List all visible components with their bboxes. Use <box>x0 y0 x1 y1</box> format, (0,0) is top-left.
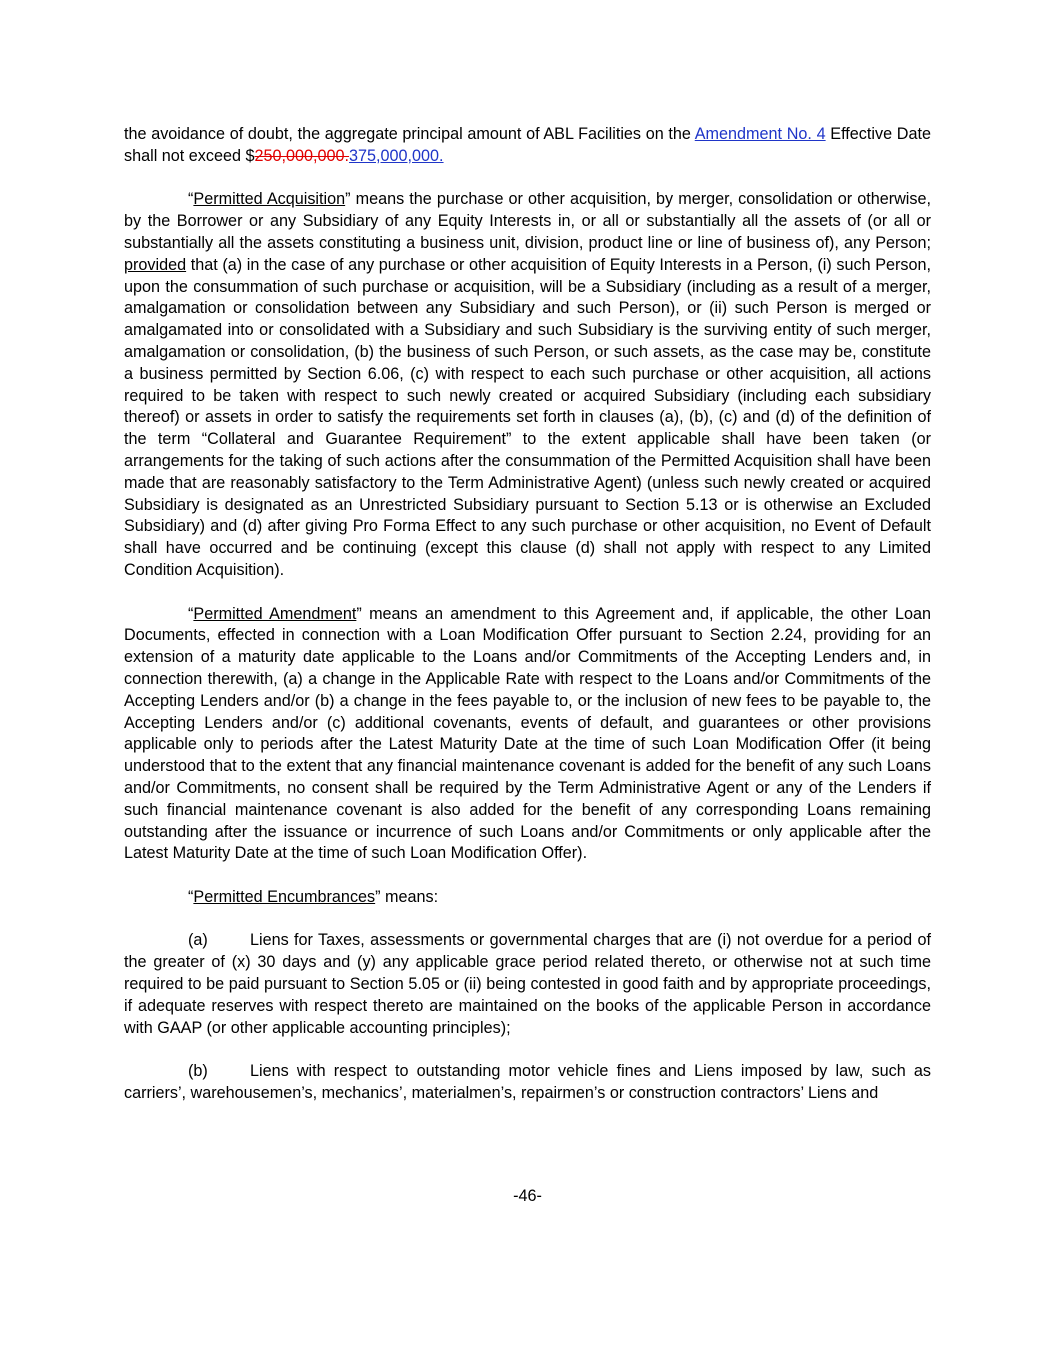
definition-permitted-amendment <box>124 604 931 866</box>
item-label: (b) <box>188 1062 208 1081</box>
defined-term: Permitted Acquisition <box>193 190 346 209</box>
defined-term: Permitted Amendment <box>193 604 357 623</box>
page-number: -46- <box>513 1187 542 1205</box>
text-run: ” means: <box>375 887 439 906</box>
list-item-b <box>124 1061 931 1105</box>
item-text: Liens for Taxes, assessments or governmental charges that are (i) not overdue for a period of the greater of (x) 30 days and (y) any applicable grace period related thereto, or otherwise not at such time required to be paid pursuant to Section 5.05 or (ii) being contested in good faith and by appropriate proceedings, if adequate reserves with respect thereto are maintained on the books of the applicable Person in accordance with GAAP (or other applicable accounting principles); <box>124 931 931 1037</box>
definition-permitted-encumbrances <box>124 887 931 909</box>
inserted-amount: 375,000,000. <box>349 146 444 165</box>
text-run: that (a) in the case of any purchase or other acquisition of Equity Interests in a Person, (i) such Person, upon the consummation of such purchase or acquisition, will be a Subsidiary (including as a result of a merger, amalgamation or consolidation between any Subsidiary and such Person), or (ii) such Person is merged or amalgamated into or consolidated with a Subsidiary and such Subsidiary is the surviving entity of such merger, amalgamation or consolidation, (b) the business of such Person, or such assets, as the case may be, constitute a business permitted by Section 6.06, (c) with respect to each such purchase or other acquisition, all actions required to be taken with respect to such newly created or acquired Subsidiary (including each subsidiary thereof) or assets in order to satisfy the requirements set forth in clauses (a), (b), (c) and (d) of the definition of the term “Collateral and Guarantee Requirement” to the extent applicable shall have been taken (or arrangements for the taking of such actions after the consummation of the Permitted Acquisition shall have been made that are reasonably satisfactory to the Term Administrative Agent) (unless such newly created or acquired Subsidiary is designated as an Unrestricted Subsidiary pursuant to Section 5.13 or is otherwise an Excluded Subsidiary) and (d) after giving Pro Forma Effect to any such purchase or other acquisition, no Event of Default shall have occurred and be continuing (except this clause (d) shall not apply with respect to any Limited Condition Acquisition). <box>124 255 931 579</box>
item-label: (a) <box>188 931 208 950</box>
provided-term: provided <box>124 255 187 274</box>
quote-mark: “ <box>188 887 194 906</box>
text-run: the avoidance of doubt, the aggregate principal amount of ABL Facilities on the <box>124 125 695 143</box>
quote-mark: “ <box>188 604 194 623</box>
item-text: Liens with respect to outstanding motor vehicle fines and Liens imposed by law, such as carriers’, warehousemen’s, mechanics’, materialmen’s, repairmen’s or construction contractors’ Liens and <box>124 1062 931 1103</box>
definition-permitted-acquisition <box>124 189 931 581</box>
document-page <box>124 124 931 1127</box>
list-item-a <box>124 930 931 1039</box>
inserted-reference[interactable]: Amendment No. 4 <box>694 125 826 143</box>
deleted-amount: 250,000,000. <box>254 146 350 165</box>
text-run: Effective Date shall not exceed $ <box>124 125 931 165</box>
text-run: ” means an amendment to this Agreement and, if applicable, the other Loan Documents, effected in connection with a Loan Modification Offer pursuant to Section 2.24, providing for an extension of a maturity date applicable to the Loans and/or Commitments of the Accepting Lenders and, in connection therewith, (a) a change in the Applicable Rate with respect to the Loans and/or Commitments of the Accepting Lenders and/or (b) a change in the fees payable to, or the inclusion of new fees to be payable to, the Accepting Lenders and/or (c) additional covenants, events of default, and guarantees or other provisions applicable only to periods after the Latest Maturity Date at the time of such Loan Modification Offer (it being understood that to the extent that any financial maintenance covenant is added for the benefit of any such Loans and/or Commitments, no consent shall be required by the Term Administrative Agent or any of the Lenders if such financial maintenance covenant is also added for the benefit of any corresponding Loans remaining outstanding after the issuance or incurrence of such Loans and/or Commitments or only applicable after the Latest Maturity Date at the time of such Loan Modification Offer). <box>124 604 931 863</box>
quote-mark: “ <box>188 190 194 209</box>
defined-term: Permitted Encumbrances <box>193 887 376 906</box>
text-run: ” means the purchase or other acquisition, by merger, consolidation or otherwise, by the Borrower or any Subsidiary of any Equity Interests in, or all or substantially all the assets of (or all or substantially all the assets constituting a business unit, division, product line or line of business of), any Person; <box>124 190 931 252</box>
paragraph-abl-cap <box>124 124 931 168</box>
